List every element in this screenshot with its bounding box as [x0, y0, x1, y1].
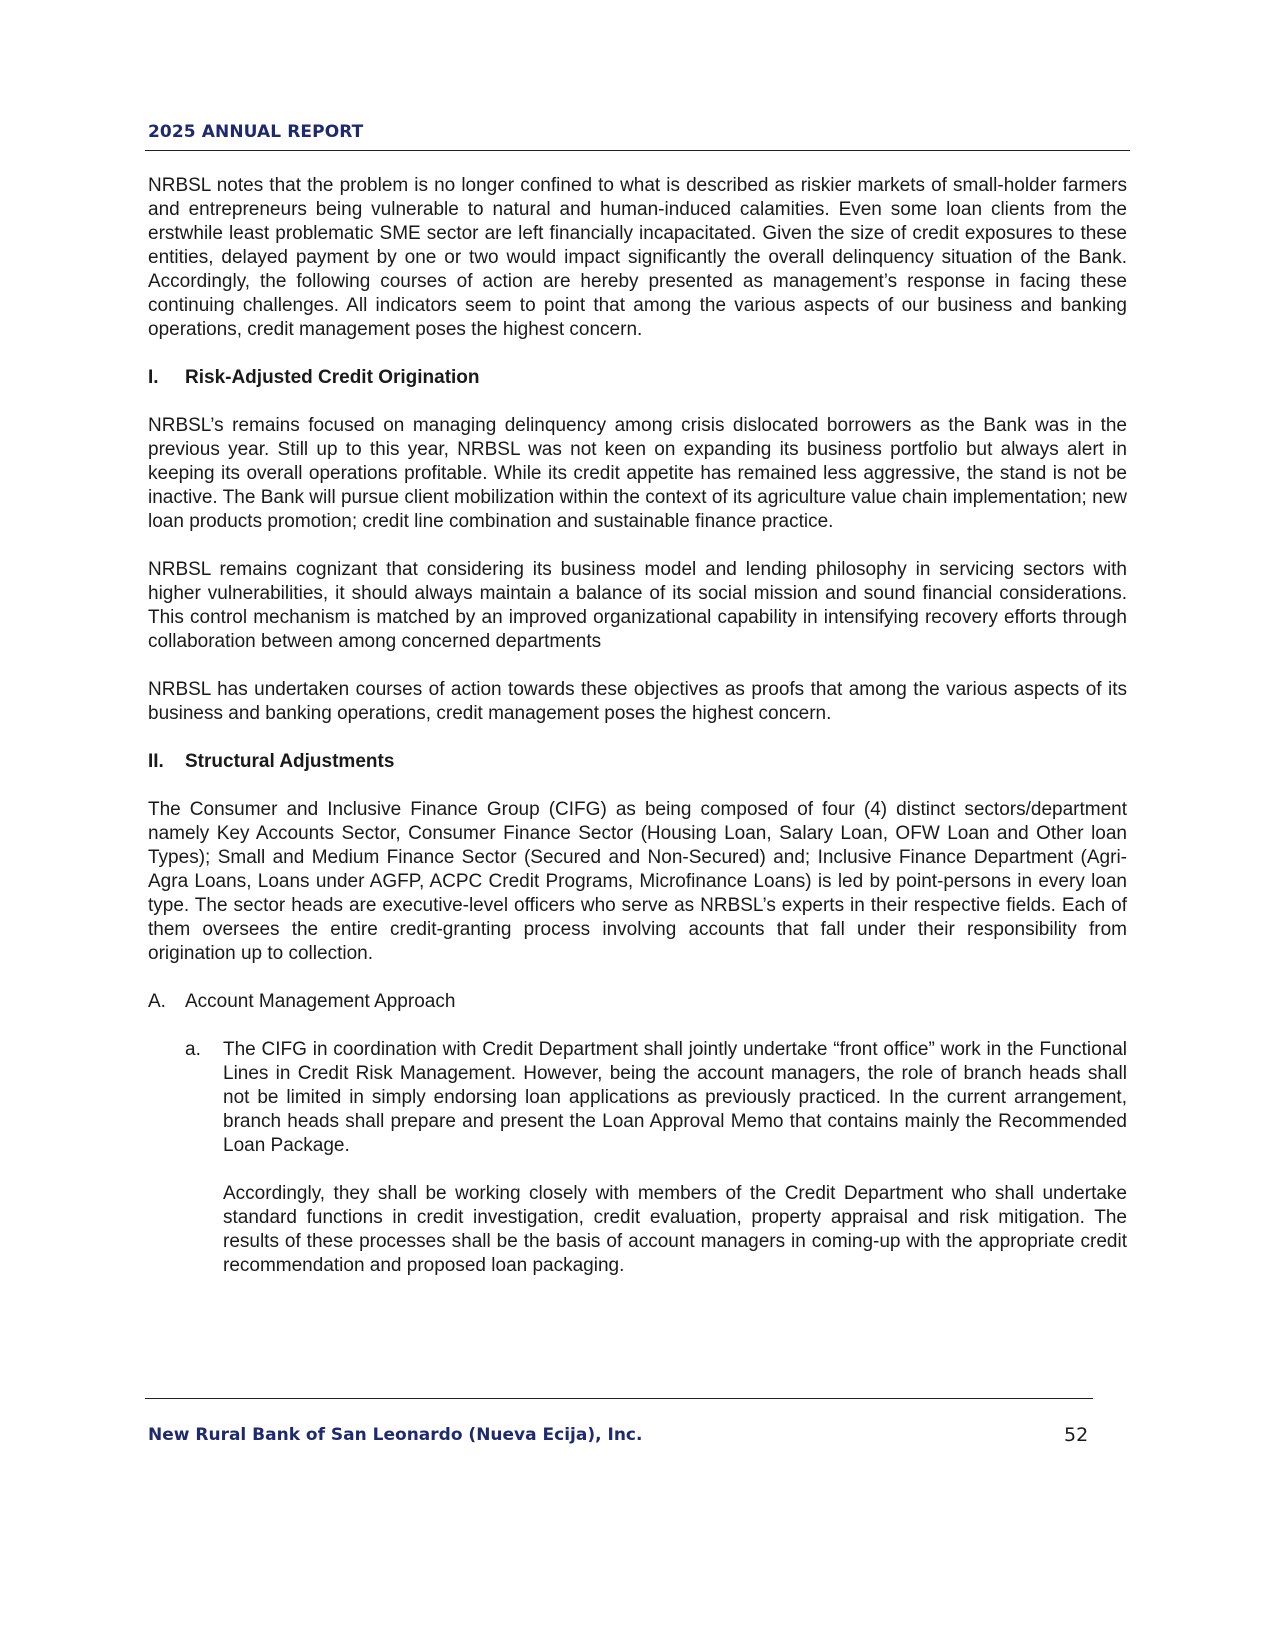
section-title: Structural Adjustments	[185, 751, 395, 772]
section-heading-1	[148, 366, 1127, 390]
section-number: I.	[148, 367, 159, 388]
footer-bank-name: New Rural Bank of San Leonardo (Nueva Ecija), Inc.	[148, 1425, 643, 1445]
subsection-title: Account Management Approach	[185, 991, 456, 1012]
paragraph: NRBSL has undertaken courses of action towards these objectives as proofs that among the various aspects of its business and banking operations, credit management poses the highest concern.	[148, 679, 1127, 724]
header-divider	[145, 150, 1130, 151]
list-item-body	[223, 1038, 1127, 1278]
paragraph: NRBSL remains cognizant that considering its business model and lending philosophy in servicing sectors with higher vulnerabilities, it should always maintain a balance of its social mission and sound financial considerations. This control mechanism is matched by an improved organizational capability in intensifying recovery efforts through collaboration between among concerned departments	[148, 559, 1127, 652]
list-item	[185, 1038, 1127, 1278]
paragraph: NRBSL’s remains focused on managing delinquency among crisis dislocated borrowers as the Bank was in the previous year. Still up to this year, NRBSL was not keen on expanding its business portfolio but always alert in keeping its overall operations profitable. While its credit appetite has remained less aggressive, the stand is not be inactive. The Bank will pursue client mobilization within the context of its agriculture value chain implementation; new loan products promotion; credit line combination and sustainable finance practice.	[148, 415, 1127, 532]
intro-paragraph: NRBSL notes that the problem is no longer confined to what is described as riskier markets of small-holder farmers and entrepreneurs being vulnerable to natural and human-induced calamities. Even some loan clients from the erstwhile least problematic SME sector are left financially incapacitated. Given the size of credit exposures to these entities, delayed payment by one or two would impact significantly the overall delinquency situation of the Bank. Accordingly, the following courses of action are hereby presented as management’s response in facing these continuing challenges. All indicators seem to point that among the various aspects of our business and banking operations, credit management poses the highest concern.	[148, 175, 1127, 340]
section-title: Risk-Adjusted Credit Origination	[185, 367, 480, 388]
subsection-number: A.	[148, 991, 166, 1012]
report-title: 2025 ANNUAL REPORT	[148, 122, 364, 142]
section-number: II.	[148, 751, 164, 772]
page-number: 52	[1064, 1424, 1089, 1446]
paragraph: The Consumer and Inclusive Finance Group (CIFG) as being composed of four (4) distinct sectors/department namely Key Accounts Sector, Consumer Finance Sector (Housing Loan, Salary Loan, OFW Loan and Other loan Types); Small and Medium Finance Sector (Secured and Non-Secured) and; Inclusive Finance Department (Agri-Agra Loans, Loans under AGFP, ACPC Credit Programs, Microfinance Loans) is led by point-persons in every loan type. The sector heads are executive-level officers who serve as NRBSL’s experts in their respective fields. Each of them oversees the entire credit-granting process involving accounts that fall under their responsibility from origination up to collection.	[148, 799, 1127, 964]
section-heading-2	[148, 750, 1127, 774]
footer-divider	[145, 1398, 1093, 1399]
page-content	[148, 174, 1127, 1302]
paragraph: The CIFG in coordination with Credit Department shall jointly undertake “front office” work in the Functional Lines in Credit Risk Management. However, being the account managers, the role of branch heads shall not be limited in simply endorsing loan applications as previously practiced. In the current arrangement, branch heads shall prepare and present the Loan Approval Memo that contains mainly the Recommended Loan Package.	[223, 1039, 1127, 1156]
subsection-heading	[148, 990, 1127, 1014]
list-item-letter: a.	[185, 1039, 201, 1060]
paragraph: Accordingly, they shall be working closely with members of the Credit Department who shall undertake standard functions in credit investigation, credit evaluation, property appraisal and risk mitigation. The results of these processes shall be the basis of account managers in coming-up with the appropriate credit recommendation and proposed loan packaging.	[223, 1183, 1127, 1276]
